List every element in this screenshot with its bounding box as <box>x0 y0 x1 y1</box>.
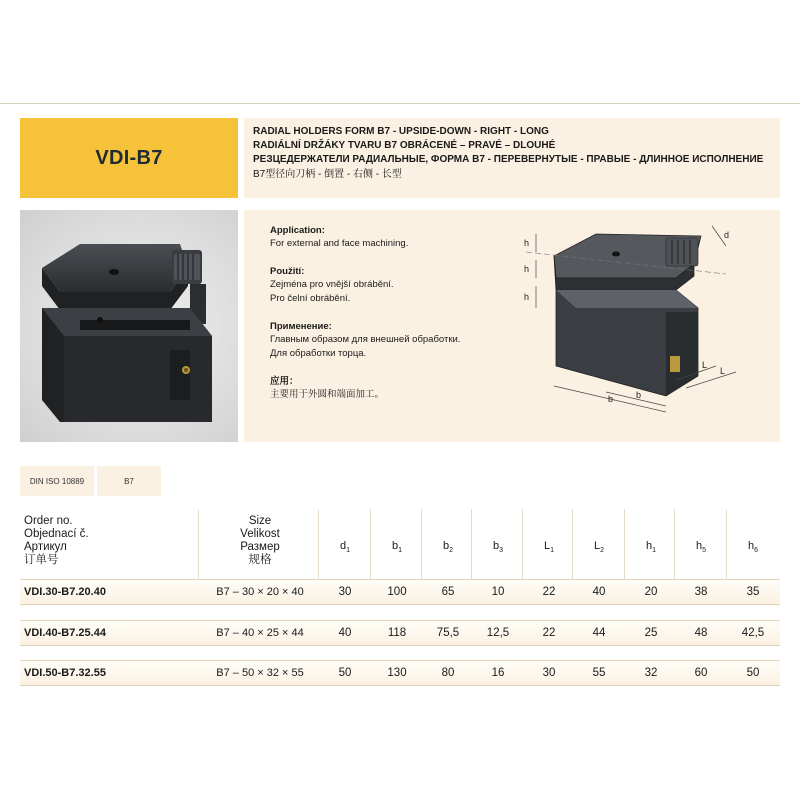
dim-header-subscript: 2 <box>600 547 605 555</box>
order-number: VDI.40-B7.25.44 <box>24 627 106 639</box>
dim-header-subscript: 1 <box>652 547 657 555</box>
dim-value-L1: 22 <box>542 627 556 639</box>
product-photo <box>20 210 238 442</box>
dim-header-symbol: d <box>339 540 347 552</box>
title-ru: РЕЗЦЕДЕРЖАТЕЛИ РАДИАЛЬНЫЕ, ФОРМА B7 - ПЕРЕВЕРНУТЫЕ - ПРАВЫЕ - ДЛИННОЕ ИСПОЛНЕНИЕ <box>253 154 764 166</box>
dim-value-L2: 44 <box>592 627 606 639</box>
size-header-zh: 规格 <box>248 554 272 566</box>
table-row <box>20 579 780 605</box>
dim-value-L1: 22 <box>542 586 556 598</box>
application-heading-cz: Použití: <box>270 266 305 277</box>
dim-header-symbol: b <box>391 540 399 552</box>
application-text-ru-1: Главным образом для внешней обработки. <box>270 334 461 345</box>
order-number: VDI.30-B7.20.40 <box>24 586 106 598</box>
dim-value-L2: 55 <box>592 667 606 679</box>
dim-label-b2: b <box>636 390 642 400</box>
application-text <box>270 224 510 402</box>
dim-value-b2: 75,5 <box>436 627 460 639</box>
product-code-box <box>20 118 238 198</box>
title-zh: B7型径向刀柄 - 倒置 - 右侧 - 长型 <box>253 168 402 180</box>
dim-header-symbol: h <box>695 540 703 552</box>
size-value: B7 – 40 × 25 × 44 <box>216 627 304 639</box>
application-heading-en: Application: <box>270 225 325 236</box>
order-header <box>24 515 89 585</box>
dim-label-h1: h <box>524 264 530 274</box>
dim-value-b2: 80 <box>441 667 455 679</box>
order-number: VDI.50-B7.32.55 <box>24 667 106 679</box>
spec-table <box>20 509 780 679</box>
dim-header-subscript: 2 <box>449 547 454 555</box>
dim-value-h6: 35 <box>746 586 760 598</box>
dimension-diagram <box>516 216 776 436</box>
dim-value-h1: 32 <box>644 667 658 679</box>
application-text-ru-2: Для обработки торца. <box>270 348 367 359</box>
dim-value-b1: 100 <box>387 586 407 598</box>
dim-header-subscript: 6 <box>754 547 759 555</box>
dim-value-h1: 20 <box>644 586 658 598</box>
application-heading-zh: 应用： <box>270 376 299 387</box>
dim-value-h5: 38 <box>694 586 708 598</box>
dim-value-b1: 118 <box>387 627 407 639</box>
dim-header-subscript: 1 <box>398 547 403 555</box>
size-value: B7 – 30 × 20 × 40 <box>216 586 304 598</box>
dim-value-L2: 40 <box>592 586 606 598</box>
dim-label-L2: L <box>720 366 726 376</box>
application-text-cz-1: Zejména pro vnější obrábění. <box>270 279 394 290</box>
standard-tag: DIN ISO 10889 <box>20 466 94 496</box>
dim-label-L1: L <box>702 360 708 370</box>
order-header-ru: Артикул <box>24 541 67 553</box>
title-cz: RADIÁLNÍ DRŽÁKY TVARU B7 OBRÁCENÉ – PRAVÉ – DLOUHÉ <box>253 140 556 152</box>
product-code: VDI-B7 <box>95 146 163 169</box>
dim-value-h6: 42,5 <box>741 627 765 639</box>
application-text-zh: 主要用于外圆和端面加工。 <box>270 389 385 400</box>
application-heading-ru: Применение: <box>270 321 332 332</box>
order-header-en: Order no. <box>24 515 73 527</box>
table-row <box>20 660 780 686</box>
dim-header-symbol: h <box>747 540 755 552</box>
form-tag: B7 <box>97 466 161 496</box>
size-header <box>205 515 315 585</box>
dim-value-h5: 60 <box>694 667 708 679</box>
dim-value-d1: 40 <box>338 627 352 639</box>
dim-header-subscript: 1 <box>346 547 351 555</box>
dim-header-symbol: b <box>442 540 450 552</box>
dim-value-h1: 25 <box>644 627 658 639</box>
dim-value-b3: 10 <box>491 586 505 598</box>
table-row <box>20 620 780 646</box>
dim-value-b1: 130 <box>387 667 407 679</box>
size-value: B7 – 50 × 32 × 55 <box>216 667 304 679</box>
dim-value-h6: 50 <box>746 667 760 679</box>
dim-header-symbol: h <box>645 540 653 552</box>
application-text-cz-2: Pro čelní obrábění. <box>270 293 351 304</box>
dim-label-d1: d <box>724 230 730 240</box>
application-text-en: For external and face machining. <box>270 238 409 249</box>
dim-label-h5: h <box>524 238 530 248</box>
size-header-cz: Velikost <box>240 528 280 540</box>
dim-value-b3: 12,5 <box>486 627 510 639</box>
application-section <box>244 210 780 442</box>
dim-value-h5: 48 <box>694 627 708 639</box>
size-header-ru: Размер <box>240 541 280 553</box>
dim-value-d1: 30 <box>338 586 352 598</box>
dim-header-subscript: 5 <box>702 547 707 555</box>
order-header-cz: Objednací č. <box>24 528 89 540</box>
table-header <box>20 509 780 579</box>
size-header-en: Size <box>248 515 272 527</box>
dim-value-L1: 30 <box>542 667 556 679</box>
dim-header-symbol: L <box>593 540 601 552</box>
dim-header-subscript: 3 <box>499 547 504 555</box>
order-header-zh: 订单号 <box>24 554 59 566</box>
dim-header-symbol: b <box>492 540 500 552</box>
dim-header-symbol: L <box>543 540 551 552</box>
title-box <box>244 118 780 198</box>
top-divider <box>0 103 800 104</box>
dim-label-h6: h <box>524 292 530 302</box>
title-en: RADIAL HOLDERS FORM B7 - UPSIDE-DOWN - RIGHT - LONG <box>253 126 549 137</box>
dim-header-subscript: 1 <box>550 547 555 555</box>
dim-value-b2: 65 <box>441 586 455 598</box>
dim-value-d1: 50 <box>338 667 352 679</box>
dim-label-b1: b <box>608 394 614 404</box>
dim-value-b3: 16 <box>491 667 505 679</box>
